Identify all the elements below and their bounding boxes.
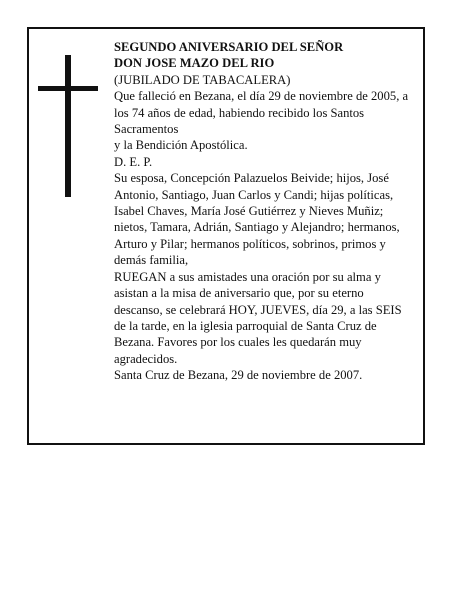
cross-horizontal-bar: [38, 86, 98, 91]
family-paragraph: Su esposa, Concepción Palazuelos Beivide; hijos, José Antonio, Santiago, Juan Carlos y Candi; hijas políticas, Isabel Chaves, María José Gutiérrez y Nieves Muñiz; nietos, Tamara, Adrián, Santiago y Alejandro; hermanos, Arturo y Pilar; hermanos políticos, sobrinos, primos y demás familia,: [114, 171, 400, 268]
notice-text: [114, 39, 414, 384]
latin-cross-icon: [38, 55, 98, 197]
heading-line-1: SEGUNDO ANIVERSARIO DEL SEÑOR: [114, 40, 344, 54]
heading-line-2: DON JOSE MAZO DEL RIO: [114, 56, 275, 71]
cross-vertical-bar: [65, 55, 71, 197]
request-paragraph: RUEGAN a sus amistades una oración por su alma y asistan a la misa de aniversario que, por su eterno descanso, se celebrará HOY, JUEVES, día 29, a las SEIS de la tarde, en la iglesia parroquial de Santa Cruz de Bezana. Favores por los cuales les quedarán muy agradecidos.: [114, 269, 402, 366]
place-date-line: Santa Cruz de Bezana, 29 de noviembre de 2007.: [114, 368, 363, 383]
blessing-line: y la Bendición Apostólica.: [114, 138, 248, 153]
death-paragraph: Que falleció en Bezana, el día 29 de noviembre de 2005, a los 74 años de edad, habiendo recibido los Santos Sacramentos: [114, 89, 409, 137]
rip-line: D. E. P.: [114, 154, 153, 169]
notice-subtitle: (JUBILADO DE TABACALERA): [114, 72, 291, 87]
